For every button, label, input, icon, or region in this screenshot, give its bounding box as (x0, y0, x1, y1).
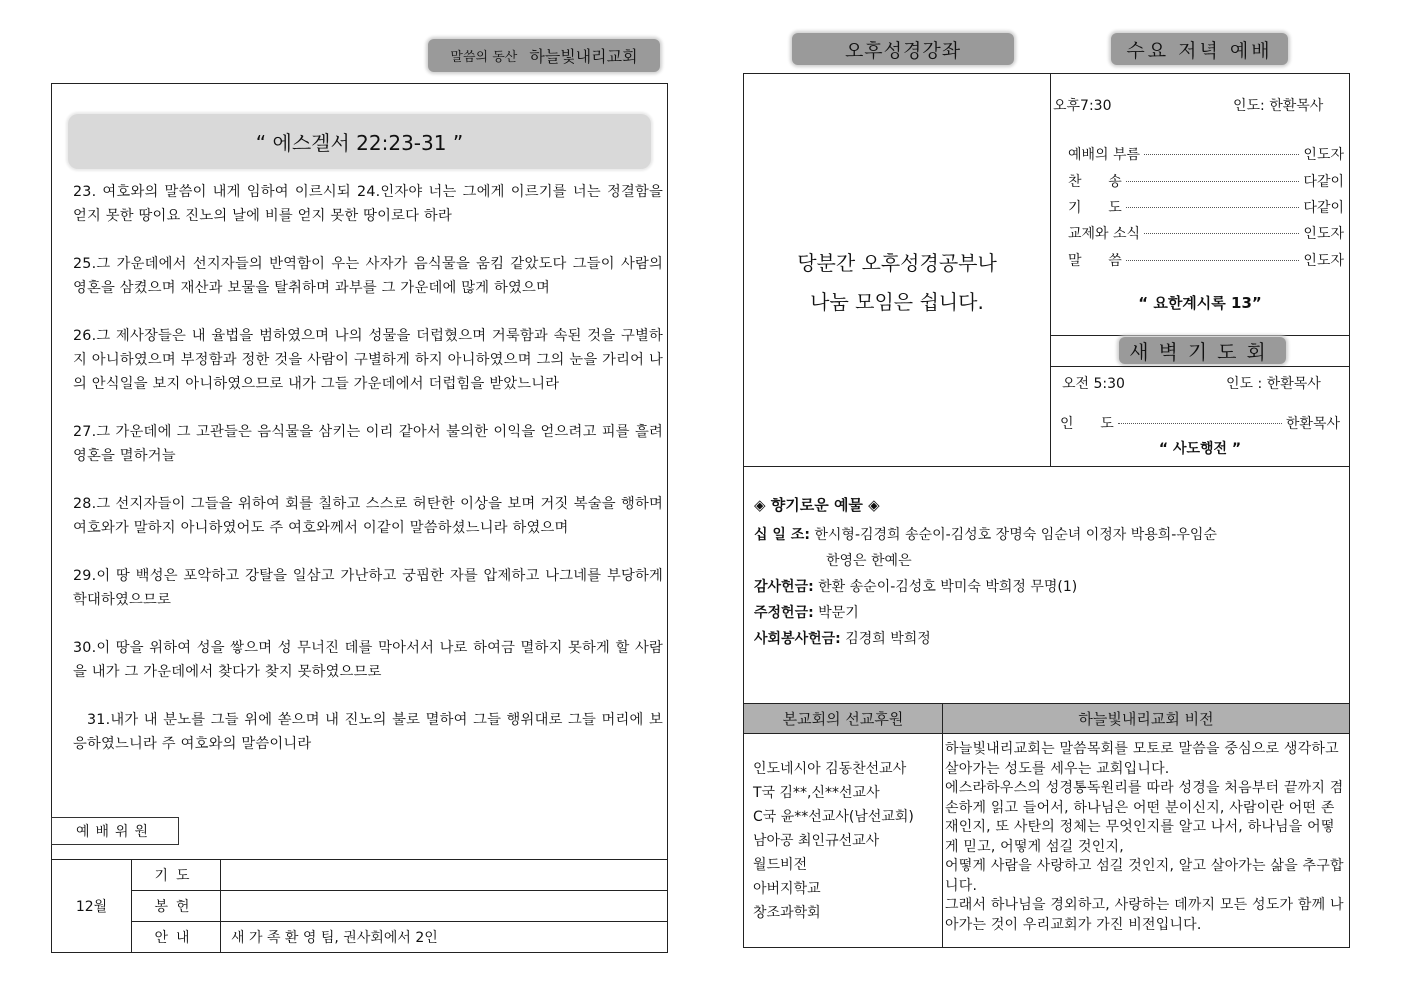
staff-role: 안내 (132, 922, 221, 953)
afternoon-study-notice (744, 244, 1050, 322)
offering-label: 주정헌금: (754, 605, 814, 621)
verse-paragraph: 27.그 가운데에 그 고관들은 음식물을 삼키는 이리 같아서 불의한 이익을 얻으려고 피를 흘려 영혼을 멸하거늘 (73, 424, 663, 464)
verse-paragraph: 26.그 제사장들은 내 율법을 범하였으며 나의 성물을 더럽혔으며 거룩함과 속된 것을 구별하지 아니하였으며 부정함과 정한 것을 사람이 구별하게 하지 아니하였으며 그의 눈을 가리어 나의 안식일을 보지 아니하였으므로 내가 그들 가운데에서 더럽힘을 받았느니라 (73, 328, 663, 392)
dot-leader (1118, 423, 1282, 424)
offering-names: 한시형-김경희 송순이-김성호 장명숙 임순녀 이정자 박용희-우임순 (814, 527, 1217, 543)
dawn-sermon: “ 사도행전 ” (1158, 441, 1242, 457)
staff-month: 12월 (52, 860, 132, 953)
offering-label: 감사헌금: (754, 579, 814, 595)
dot-leader (1126, 260, 1300, 261)
order-row (1068, 171, 1344, 191)
offerings-title: ◈ 향기로운 예물 ◈ (754, 496, 880, 514)
offering-label: 사회봉사헌금: (754, 631, 841, 647)
wednesday-sermon: “ 요한계시록 13” (1138, 294, 1262, 312)
offering-names: 박문기 (818, 605, 859, 621)
dot-leader (1144, 154, 1299, 155)
missions-cell (744, 734, 943, 948)
order-row (1060, 413, 1340, 433)
offering-label: 십 일 조: (754, 527, 810, 543)
notice-line: 당분간 오후성경공부나 (797, 251, 997, 275)
order-who: 다같이 (1303, 200, 1344, 216)
missions-list (744, 734, 942, 925)
order-row (1068, 250, 1344, 270)
offering-row (826, 550, 912, 570)
worship-staff-table (51, 859, 668, 953)
dawn-time: 오전 5:30 (1062, 376, 1125, 392)
order-item: 예배의 부름 (1068, 147, 1141, 163)
church-motto: 말씀의 동산 (450, 50, 518, 65)
worship-staff-label: 예배위원 (51, 817, 179, 845)
table-row (52, 860, 668, 891)
order-row (1068, 223, 1344, 243)
column-divider (1050, 73, 1051, 467)
wednesday-time: 오후7:30 (1053, 98, 1112, 114)
verse-paragraph: 28.그 선지자들이 그들을 위하여 회를 칠하고 스스로 허탄한 이상을 보며 거짓 복술을 행하며 여호와가 말하지 아니하였어도 주 여호와께서 이같이 말씀하셨느니라 하였으며 (73, 496, 663, 536)
list-item: T국 김**,신**선교사 (753, 785, 880, 801)
mission-vision-table (743, 703, 1350, 948)
list-item: 인도네시아 김동찬선교사 (753, 761, 907, 777)
offering-row (754, 576, 1077, 596)
dot-leader (1144, 233, 1299, 234)
order-item: 인 도 (1060, 416, 1114, 432)
offering-names: 한영은 한예은 (826, 553, 912, 569)
list-item: 창조과학회 (753, 905, 821, 921)
list-item: 월드비전 (753, 857, 808, 873)
order-item: 기 도 (1068, 200, 1122, 216)
table-header-row (744, 704, 1350, 734)
notice-line: 나눔 모임은 쉽니다. (810, 290, 984, 314)
verse-paragraph: 30.이 땅을 위하여 성을 쌓으며 성 무너진 데를 막아서서 나로 하여금 멸하지 못하게 할 사람을 내가 그 가운데에서 찾다가 찾지 못하였으므로 (73, 640, 663, 680)
offering-row (754, 628, 931, 648)
table-row (744, 734, 1350, 948)
staff-value: 새 가 족 환 영 팀, 권사회에서 2인 (221, 922, 668, 953)
verse-paragraph: 25.그 가운데에서 선지자들의 반역함이 우는 사자가 음식물을 움킴 같았도다 그들이 사람의 영혼을 삼켰으며 재산과 보물을 탈취하며 과부를 그 가운데에 많게 하였으며 (73, 256, 663, 296)
offering-names: 김경희 박희정 (845, 631, 931, 647)
scripture-title: “ 에스겔서 22:23-31 ” (68, 114, 651, 169)
order-who: 인도자 (1303, 253, 1344, 269)
order-who: 인도자 (1303, 226, 1344, 242)
order-who: 다같이 (1303, 174, 1344, 190)
list-item: C국 윤**선교사(남선교회) (753, 809, 914, 825)
table-row (52, 891, 668, 922)
wednesday-leader: 인도: 한환목사 (1233, 98, 1324, 114)
dawn-leader: 인도 : 한환목사 (1226, 376, 1321, 392)
dot-leader (1126, 207, 1300, 208)
verse-paragraph: 31.내가 내 분노를 그들 위에 쏟으며 내 진노의 불로 멸하여 그들 행위대로 그들 머리에 보응하였느니라 주 여호와의 말씀이니라 (73, 712, 663, 752)
vision-cell (943, 734, 1350, 948)
staff-value (221, 860, 668, 891)
staff-role: 봉헌 (132, 891, 221, 922)
scripture-body (73, 180, 663, 780)
order-who: 한환목사 (1285, 416, 1340, 432)
order-row (1068, 144, 1344, 164)
order-item: 찬 송 (1068, 174, 1122, 190)
offering-names: 한환 송순이-김성호 박미숙 박희정 무명(1) (818, 579, 1078, 595)
afternoon-study-header: 오후성경강좌 (792, 33, 1014, 65)
order-who: 인도자 (1303, 147, 1344, 163)
verse-paragraph: 23. 여호와의 말씀이 내게 임하여 이르시되 24.인자야 너는 그에게 이르기를 너는 정결함을 얻지 못한 땅이요 진노의 날에 비를 얻지 못한 땅이로다 하라 (73, 184, 663, 224)
verse-paragraph: 29.이 땅 백성은 포악하고 강탈을 일삼고 가난하고 궁핍한 자를 압제하고 나그네를 부당하게 학대하였으므로 (73, 568, 663, 608)
order-row (1068, 197, 1344, 217)
church-header (428, 39, 660, 72)
divider (1050, 366, 1350, 367)
order-item: 말 씀 (1068, 253, 1122, 269)
order-item: 교제와 소식 (1068, 226, 1141, 242)
table-row (52, 922, 668, 953)
church-name: 하늘빛내리교회 (529, 47, 638, 66)
wednesday-service-header: 수요 저녁 예배 (1111, 33, 1288, 65)
list-item: 아버지학교 (753, 881, 821, 897)
missions-header: 본교회의 선교후원 (744, 704, 943, 734)
offering-row (754, 602, 859, 622)
offering-row (754, 524, 1217, 544)
staff-role: 기도 (132, 860, 221, 891)
dawn-prayer-header: 새벽기도회 (1119, 337, 1286, 364)
staff-value (221, 891, 668, 922)
vision-header: 하늘빛내리교회 비전 (943, 704, 1350, 734)
dot-leader (1126, 181, 1300, 182)
vision-text: 하늘빛내리교회는 말씀목회를 모토로 말씀을 중심으로 생각하고 살아가는 성도를 세우는 교회입니다. 에스라하우스의 성경통독원리를 따라 성경을 처음부터 끝까지 겸손하게 읽고 들어서, 하나님은 어떤 분이신지, 사람이란 어떤 존재인지, 또 사탄의 정체는 무엇인지를 알고 나서, 하나님을 어떻게 믿고, 어떻게 섬길 것인지, 어떻게 사람을 사랑하고 섬길 것인지, 알고 살아가는 삶을 추구합니다. 그래서 하나님을 경외하고, 사랑하는 데까지 모든 성도가 함께 나아가는 것이 우리교회가 가진 비전입니다. (945, 741, 1344, 933)
list-item: 남아공 최인규선교사 (753, 833, 880, 849)
